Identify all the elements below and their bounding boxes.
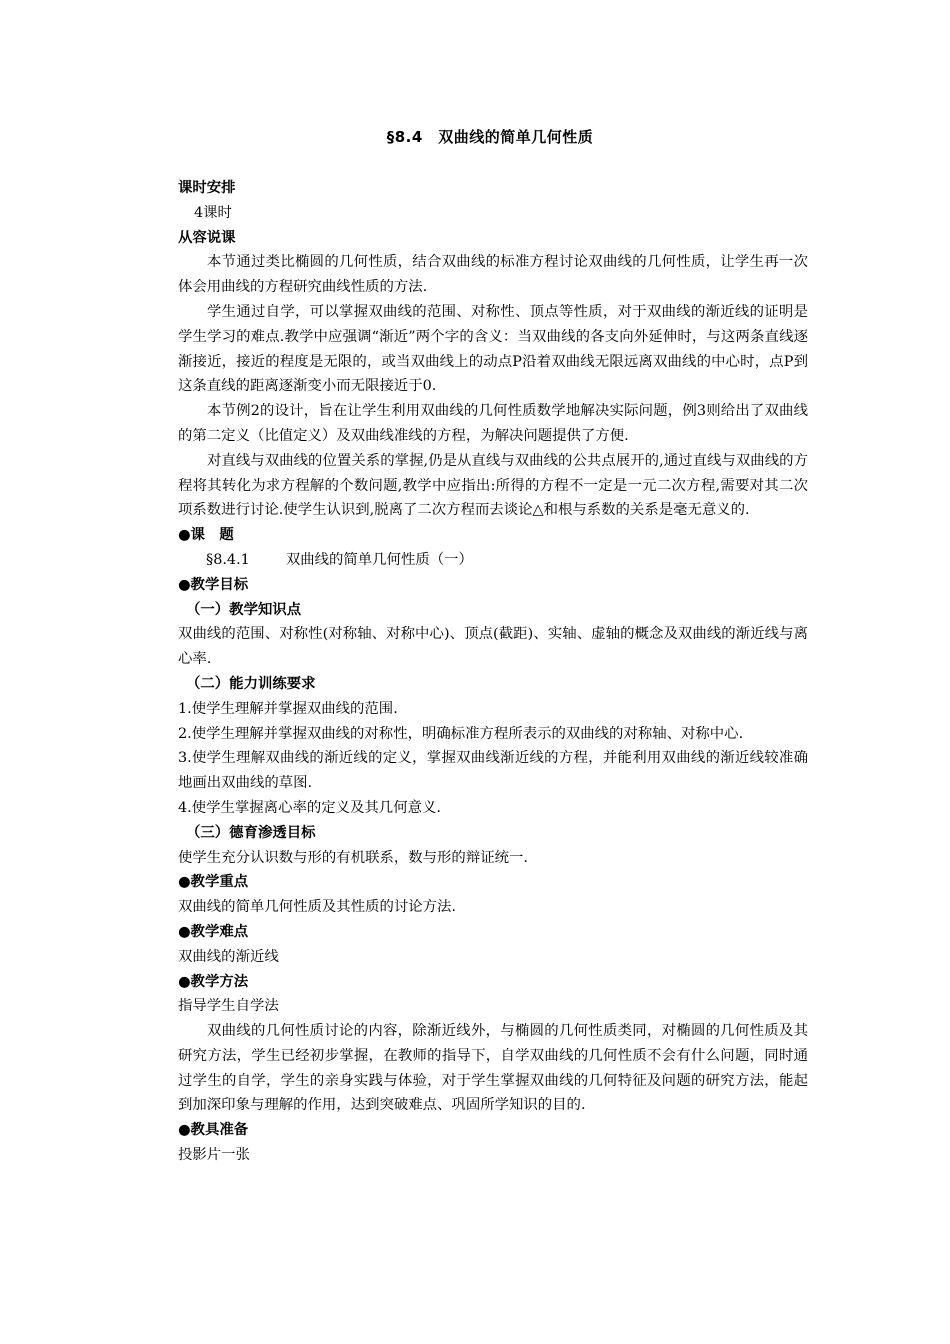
goals-heading: ●教学目标 — [178, 576, 249, 593]
difficulty-text: 双曲线的渐近线 — [178, 948, 279, 965]
topic-heading: ●课 题 — [178, 527, 234, 544]
moral-heading: （三）德育渗透目标 — [186, 824, 316, 841]
ability-item-2: 2.使学生理解并掌握双曲线的对称性，明确标准方程所表示的双曲线的对称轴、对称中心. — [178, 725, 744, 742]
ability-item-1: 1.使学生理解并掌握双曲线的范围. — [178, 700, 398, 717]
tools-text: 投影片一张 — [178, 1147, 250, 1164]
ability-item-3: 3.使学生理解双曲线的渐近线的定义，掌握双曲线渐近线的方程，并能利用双曲线的渐近线较准确地画出双曲线的草图. — [178, 750, 808, 792]
key-heading: ●教学重点 — [178, 874, 249, 891]
page-title: §8.4 双曲线的简单几何性质 — [386, 128, 594, 146]
topic-name: 双曲线的简单几何性质（一） — [285, 551, 473, 568]
method-heading: ●教学方法 — [178, 973, 249, 990]
schedule-heading: 课时安排 — [178, 180, 236, 196]
intro-paragraph-4: 对直线与双曲线的位置关系的掌握,仍是从直线与双曲线的公共点展开的,通过直线与双曲线的方程将其转化为求方程解的个数问题,教学中应指出:所得的方程不一定是一元二次方程,需要对其二次项系数进行讨论.使学生认识到,脱离了二次方程而去谈论△和根与系数的关系是毫无意义的. — [178, 452, 808, 519]
difficulty-heading: ●教学难点 — [178, 923, 249, 940]
method-paragraph: 双曲线的几何性质讨论的内容，除渐近线外，与椭圆的几何性质类同，对椭圆的几何性质及其研究方法，学生已经初步掌握，在教师的指导下，自学双曲线的几何性质不会有什么问题，同时通过学生的自学，学生的亲身实践与体验，对于学生掌握双曲线的几何特征及问题的研究方法，能起到加深印象与理解的作用，达到突破难点、巩固所学知识的目的. — [178, 1023, 808, 1114]
moral-text: 使学生充分认识数与形的有机联系，数与形的辩证统一. — [178, 849, 528, 866]
key-text: 双曲线的简单几何性质及其性质的讨论方法. — [178, 899, 456, 916]
ability-heading: （二）能力训练要求 — [186, 675, 316, 692]
tools-heading: ●教具准备 — [178, 1122, 249, 1139]
topic-line — [178, 548, 808, 573]
intro-paragraph-2: 学生通过自学，可以掌握双曲线的范围、对称性、顶点等性质，对于双曲线的渐近线的证明是学生学习的难点.教学中应强调“渐近”两个字的含义：当双曲线的各支向外延伸时，与这两条直线逐渐接近，接近的程度是无限的，或当双曲线上的动点P沿着双曲线无限远离双曲线的中心时，点P到这条直线的距离逐渐变小而无限接近于0. — [178, 303, 808, 395]
method-text: 指导学生自学法 — [178, 998, 279, 1015]
ability-item-4: 4.使学生掌握离心率的定义及其几何意义. — [178, 799, 441, 816]
schedule-text: 4课时 — [194, 204, 232, 221]
knowledge-text: 双曲线的范围、对称性(对称轴、对称中心)、顶点(截距)、实轴、虚轴的概念及双曲线的渐近线与离心率. — [178, 626, 808, 668]
knowledge-heading: （一）教学知识点 — [186, 601, 302, 618]
topic-number: §8.4.1 — [206, 551, 250, 568]
document-body — [178, 176, 808, 1168]
intro-paragraph-1: 本节通过类比椭圆的几何性质，结合双曲线的标准方程讨论双曲线的几何性质，让学生再一次体会用曲线的方程研究曲线性质的方法. — [178, 254, 808, 296]
intro-paragraph-3: 本节例2的设计，旨在让学生利用双曲线的几何性质数学地解决实际问题，例3则给出了双曲线的第二定义（比值定义）及双曲线准线的方程，为解决问题提供了方便. — [178, 403, 808, 444]
intro-heading: 从容说课 — [178, 229, 236, 246]
